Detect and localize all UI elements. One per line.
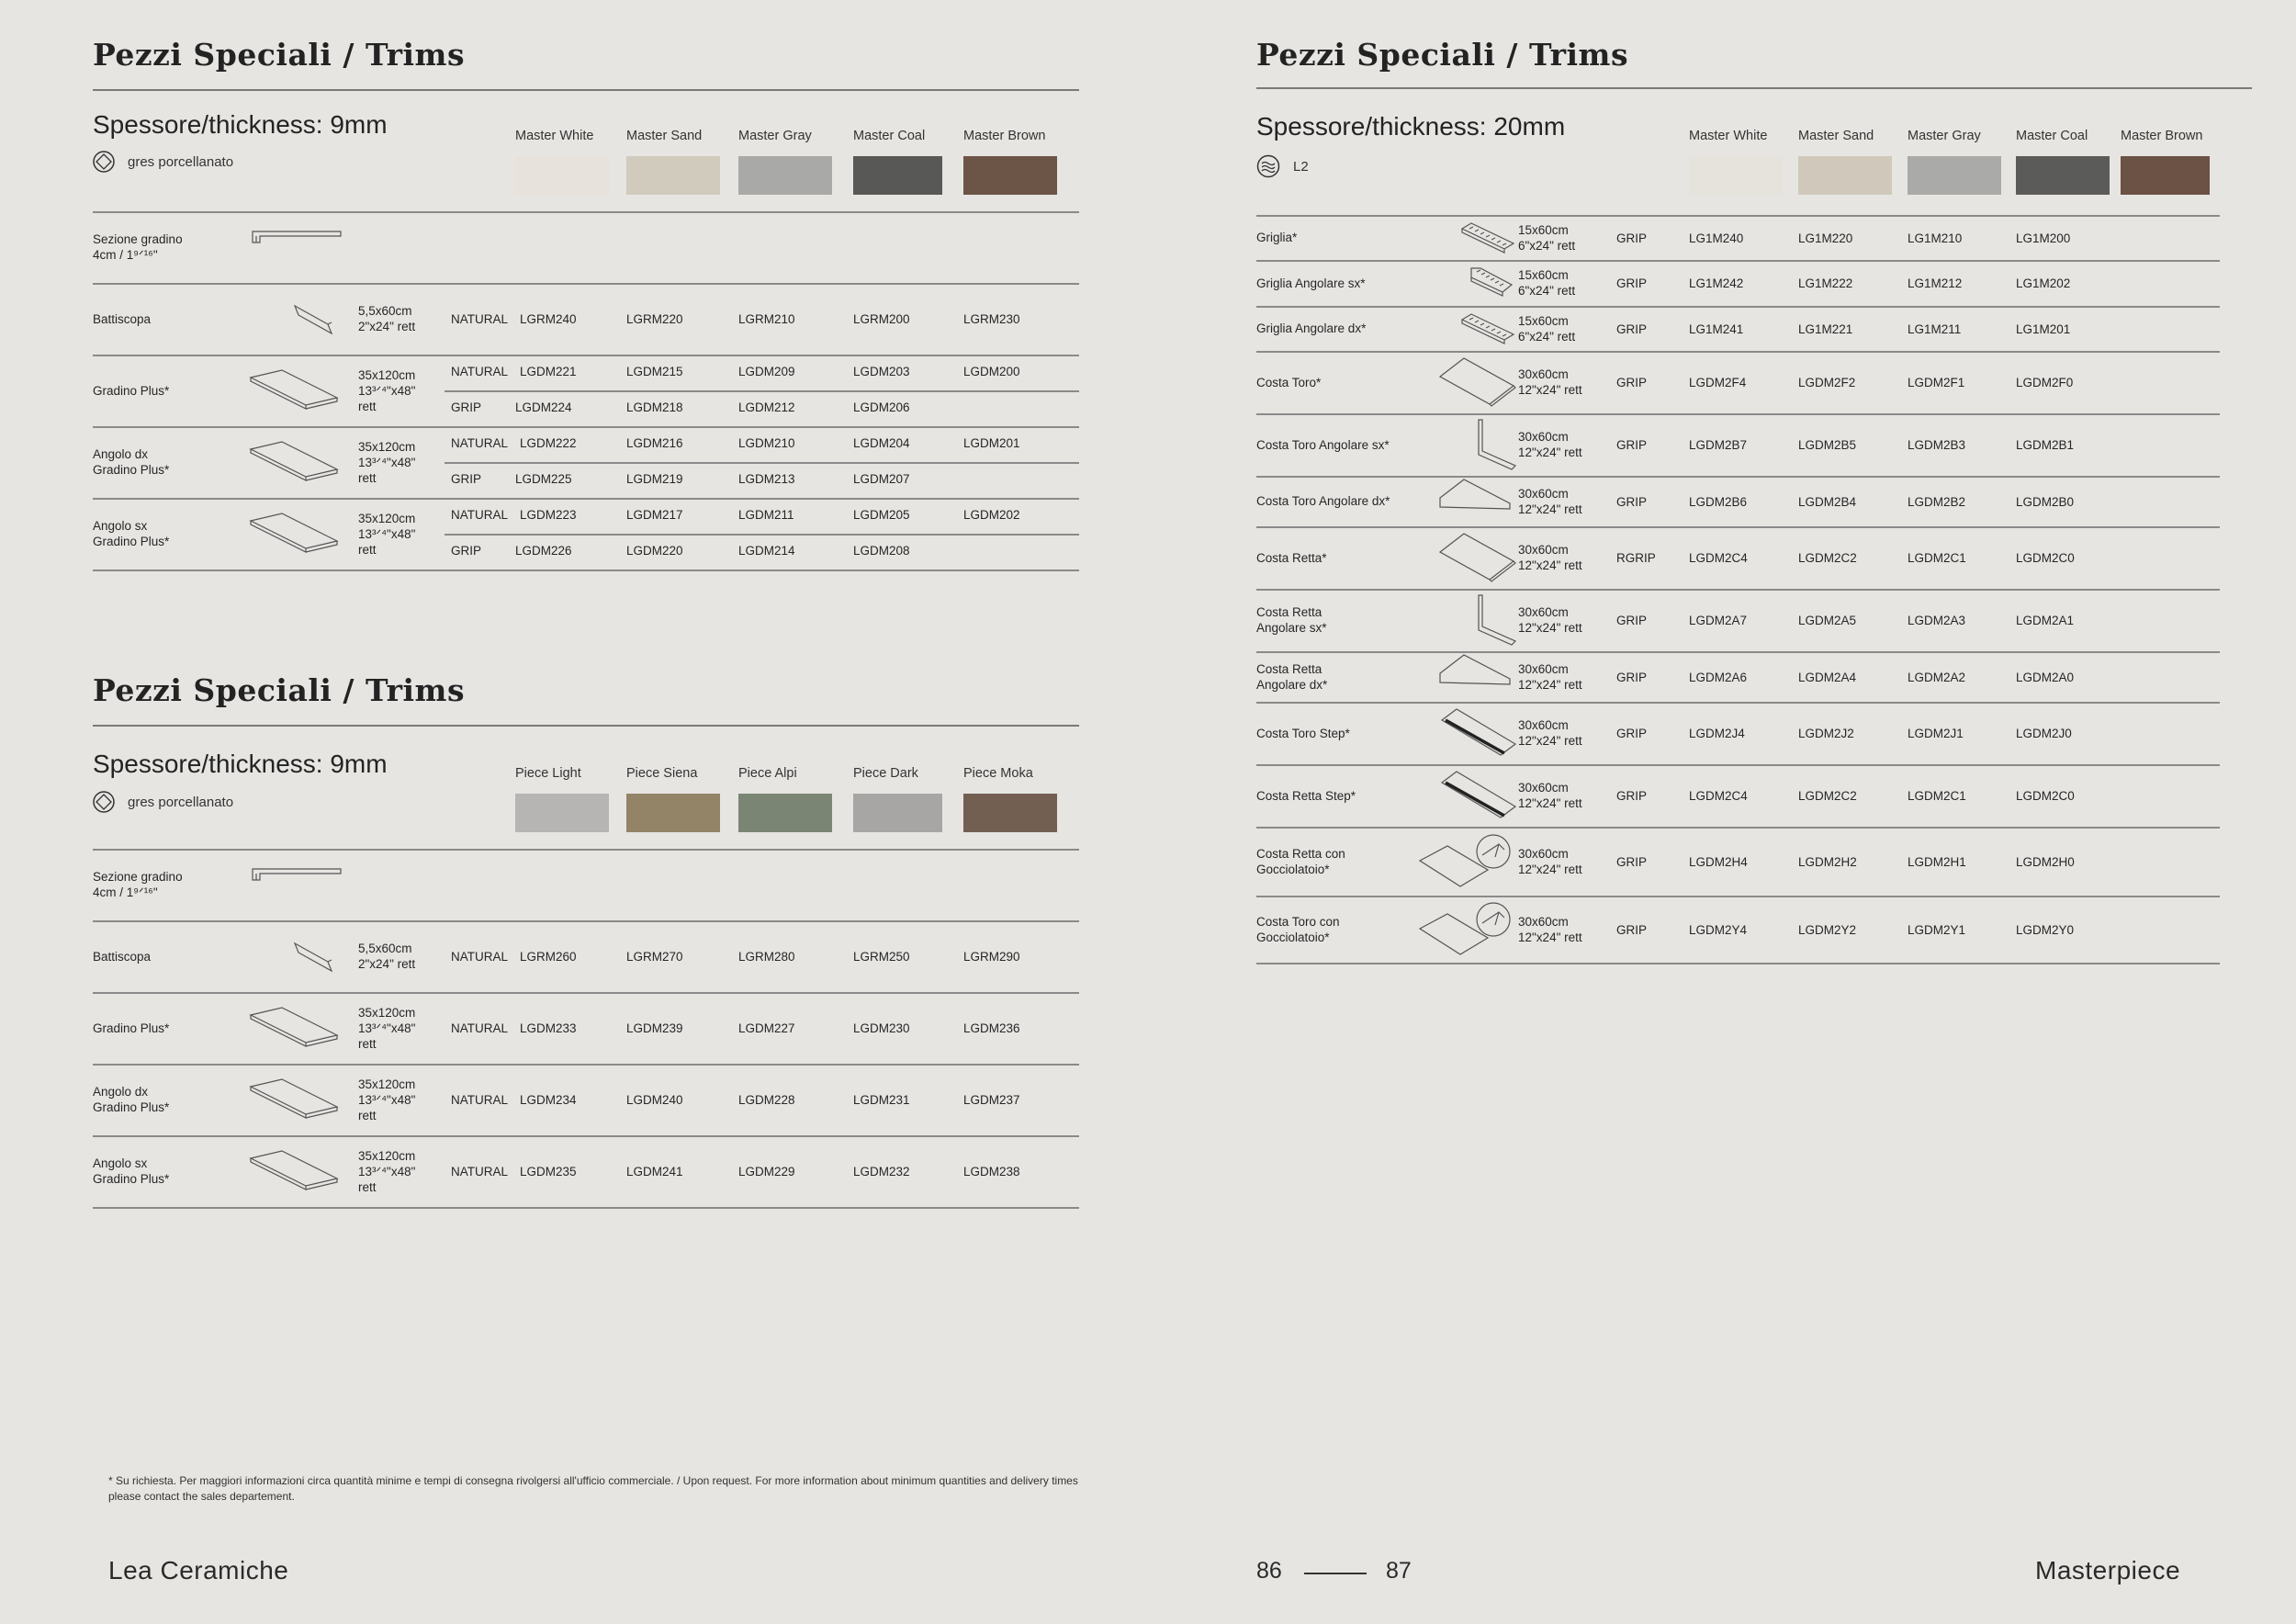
- product-code: LGDM2J1: [1908, 727, 1964, 740]
- step-section-drawing: [251, 865, 343, 884]
- row-divider: [93, 992, 1079, 994]
- product-code: LGDM220: [626, 544, 683, 558]
- trim-name: Griglia Angolare sx*: [1256, 276, 1366, 290]
- slab-drawing: [1438, 356, 1517, 408]
- color-header: Master Coal: [853, 129, 926, 143]
- title-divider: [93, 89, 1079, 91]
- product-code: LGDM232: [853, 1165, 910, 1179]
- row-divider: [93, 426, 1079, 428]
- color-swatch: [1908, 156, 2001, 195]
- product-code: LGDM2Y1: [1908, 922, 1966, 937]
- trim-size: 5,5x60cm 2"x24" rett: [358, 304, 416, 333]
- trim-size: 35x120cm 13³ᐟ⁴"x48" rett: [358, 1005, 416, 1051]
- finish-label: NATURAL: [451, 1093, 509, 1107]
- product-code: LGDM2B3: [1908, 438, 1966, 452]
- product-code: LGDM215: [626, 365, 683, 378]
- row-divider: [93, 1064, 1079, 1066]
- trim-size: 30x60cm 12"x24" rett: [1518, 914, 1582, 944]
- tread-drawing: [249, 1149, 341, 1193]
- product-code: LG1M240: [1689, 231, 1744, 245]
- trim-size: 15x60cm 6"x24" rett: [1518, 313, 1576, 344]
- material-text: L2: [1293, 158, 1309, 175]
- trim-size: 30x60cm 12"x24" rett: [1518, 661, 1582, 692]
- page-number-right: 87: [1386, 1558, 1412, 1584]
- row-divider: [1256, 306, 2220, 308]
- row-divider: [1256, 476, 2220, 478]
- color-swatch: [963, 156, 1057, 195]
- finish-label: GRIP: [451, 400, 482, 414]
- title-divider: [1256, 87, 2252, 89]
- color-header: Master Brown: [963, 129, 1046, 143]
- color-header: Master Gray: [738, 129, 812, 143]
- product-code: LGDM206: [853, 400, 910, 414]
- trim-size: 30x60cm 12"x24" rett: [1518, 543, 1582, 572]
- product-code: LGDM2B6: [1689, 494, 1748, 509]
- product-code: LGDM211: [738, 508, 794, 522]
- row-divider: [1256, 351, 2220, 353]
- row-divider: [1256, 651, 2220, 653]
- product-code: LGDM202: [963, 508, 1020, 522]
- color-header: Master Gray: [1908, 129, 1981, 143]
- slab-flat-drawing: [1438, 476, 1517, 527]
- product-code: LGDM239: [626, 1021, 683, 1035]
- product-code: LGDM228: [738, 1093, 795, 1107]
- trim-name: Griglia*: [1256, 231, 1298, 244]
- trim-name: Costa Toro Angolare dx*: [1256, 494, 1390, 508]
- row-divider: [1256, 764, 2220, 766]
- product-code: LGDM219: [626, 472, 683, 486]
- finish-label: GRIP: [1616, 614, 1648, 627]
- product-code: LGDM213: [738, 472, 795, 486]
- product-code: LGDM2C0: [2016, 789, 2075, 803]
- header-divider: [93, 849, 1079, 851]
- material-text: gres porcellanato: [128, 153, 234, 170]
- product-code: LGRM240: [520, 312, 577, 326]
- color-swatch: [738, 156, 832, 195]
- color-swatch: [515, 794, 609, 832]
- product-code: LGDM226: [515, 544, 572, 558]
- product-code: LG1M220: [1798, 231, 1853, 245]
- trim-name: Angolo sx Gradino Plus*: [93, 519, 170, 548]
- porcelain-icon: [93, 151, 115, 173]
- product-code: LGDM216: [626, 436, 683, 450]
- color-swatch: [738, 794, 832, 832]
- color-header: Master Brown: [2121, 129, 2203, 143]
- row-divider: [93, 920, 1079, 922]
- product-code: LGDM2J4: [1689, 727, 1745, 740]
- finish-label: GRIP: [1616, 494, 1648, 509]
- step-drawing: [1440, 770, 1519, 821]
- trim-name: Costa Retta Angolare sx*: [1256, 605, 1327, 635]
- color-swatch: [626, 794, 720, 832]
- finish-label: NATURAL: [451, 365, 509, 378]
- product-code: LGDM2A1: [2016, 614, 2075, 627]
- finish-label: GRIP: [1616, 727, 1648, 740]
- thickness-label: Spessore/thickness: 9mm: [93, 110, 388, 139]
- trim-name: Costa Retta Angolare dx*: [1256, 661, 1328, 692]
- product-code: LG1M241: [1689, 321, 1744, 336]
- tread-drawing: [249, 512, 341, 556]
- finish-label: GRIP: [1616, 276, 1648, 290]
- finish-divider: [445, 390, 1079, 392]
- color-header: Piece Alpi: [738, 766, 797, 781]
- product-code: LG1M201: [2016, 321, 2071, 336]
- product-code: LG1M200: [2016, 231, 2071, 245]
- color-header: Master Sand: [626, 129, 703, 143]
- brand-right: Masterpiece: [2035, 1556, 2181, 1585]
- product-code: LGDM204: [853, 436, 910, 450]
- trim-size: 35x120cm 13³ᐟ⁴"x48" rett: [358, 1077, 416, 1122]
- product-code: LGDM2A6: [1689, 670, 1748, 684]
- color-swatch: [515, 156, 609, 195]
- trim-size: 35x120cm 13³ᐟ⁴"x48" rett: [358, 367, 416, 413]
- product-code: LGRM250: [853, 950, 910, 964]
- product-code: LGDM201: [963, 436, 1020, 450]
- product-code: LGDM217: [626, 508, 683, 522]
- finish-label: GRIP: [451, 544, 482, 558]
- finish-label: NATURAL: [451, 1165, 509, 1179]
- product-code: LG1M221: [1798, 321, 1853, 336]
- trim-name: Costa Toro con Gocciolatoio*: [1256, 914, 1340, 944]
- color-swatch: [1798, 156, 1892, 195]
- product-code: LGDM2C1: [1908, 789, 1966, 803]
- skirting-drawing: [293, 940, 335, 975]
- product-code: LGDM203: [853, 365, 910, 378]
- drip-drawing: [1418, 833, 1514, 890]
- product-code: LGDM209: [738, 365, 795, 378]
- color-swatch: [853, 794, 942, 832]
- finish-label: NATURAL: [451, 436, 509, 450]
- product-code: LGRM210: [738, 312, 795, 326]
- finish-label: RGRIP: [1616, 551, 1656, 565]
- product-code: LG1M211: [1908, 321, 1962, 336]
- trim-name: Angolo dx Gradino Plus*: [93, 447, 170, 477]
- product-code: LGDM2F4: [1689, 376, 1747, 389]
- trim-size: 30x60cm 12"x24" rett: [1518, 605, 1582, 635]
- product-code: LGDM2C0: [2016, 551, 2075, 565]
- row-divider: [1256, 260, 2220, 262]
- color-swatch: [2121, 156, 2210, 195]
- product-code: LGDM227: [738, 1021, 795, 1035]
- product-code: LGDM2A3: [1908, 614, 1966, 627]
- product-code: LG1M210: [1908, 231, 1963, 245]
- product-code: LGDM2A2: [1908, 670, 1966, 684]
- color-swatch: [626, 156, 720, 195]
- finish-label: GRIP: [1616, 670, 1648, 684]
- product-code: LGRM260: [520, 950, 577, 964]
- product-code: LGDM225: [515, 472, 572, 486]
- finish-label: GRIP: [1616, 854, 1648, 869]
- product-code: LGDM208: [853, 544, 910, 558]
- footnote: * Su richiesta. Per maggiori informazioni circa quantità minime e tempi di consegna rivolgersi all'ufficio commerciale. / Upon request. For more information about minimum quantities and delivery times please contact the sales departement.: [108, 1474, 1078, 1503]
- left-top-section: [93, 37, 1079, 579]
- color-header: Piece Dark: [853, 766, 918, 781]
- product-code: LGDM2B0: [2016, 494, 2075, 509]
- product-code: LGDM230: [853, 1021, 910, 1035]
- color-swatch: [1689, 156, 1783, 195]
- product-code: LGDM2F1: [1908, 376, 1965, 389]
- finish-label: GRIP: [1616, 922, 1648, 937]
- product-code: LGRM270: [626, 950, 683, 964]
- product-code: LGDM2H4: [1689, 854, 1748, 869]
- section-title: Pezzi Speciali / Trims: [93, 37, 466, 73]
- drip-drawing: [1418, 901, 1514, 958]
- trim-size: 5,5x60cm 2"x24" rett: [358, 942, 416, 971]
- product-code: LGDM223: [520, 508, 577, 522]
- product-code: LGDM2J2: [1798, 727, 1854, 740]
- product-code: LGDM2B4: [1798, 494, 1857, 509]
- product-code: LGDM236: [963, 1021, 1020, 1035]
- finish-label: GRIP: [1616, 231, 1648, 245]
- trim-name: Gradino Plus*: [93, 383, 170, 398]
- color-header: Piece Light: [515, 766, 581, 781]
- product-code: LGDM221: [520, 365, 577, 378]
- tread-drawing: [249, 1006, 341, 1050]
- finish-label: GRIP: [1616, 789, 1648, 803]
- color-header: Master Coal: [2016, 129, 2088, 143]
- trim-size: 30x60cm 12"x24" rett: [1518, 430, 1582, 459]
- product-code: LG1M222: [1798, 276, 1853, 290]
- product-code: LGRM220: [626, 312, 683, 326]
- color-header: Master Sand: [1798, 129, 1874, 143]
- product-code: LGDM234: [520, 1093, 577, 1107]
- finish-label: NATURAL: [451, 508, 509, 522]
- tread-drawing: [249, 368, 341, 412]
- product-code: LGDM2H2: [1798, 854, 1857, 869]
- step-drawing: [1440, 707, 1519, 759]
- product-code: LGDM2B1: [2016, 438, 2075, 452]
- material-text: gres porcellanato: [128, 794, 234, 810]
- product-code: LG1M212: [1908, 276, 1963, 290]
- row-divider: [93, 498, 1079, 500]
- row-divider: [1256, 896, 2220, 897]
- product-code: LGRM280: [738, 950, 795, 964]
- trim-name: Angolo sx Gradino Plus*: [93, 1156, 170, 1186]
- thickness-label: Spessore/thickness: 9mm: [93, 750, 388, 778]
- product-code: LGDM224: [515, 400, 572, 414]
- grate-drawing: [1460, 312, 1515, 345]
- right-section: [1256, 37, 2252, 974]
- product-code: LGDM2A7: [1689, 614, 1748, 627]
- product-code: LGDM2A0: [2016, 670, 2075, 684]
- trim-name: Angolo dx Gradino Plus*: [93, 1085, 170, 1114]
- thickness-label: Spessore/thickness: 20mm: [1256, 112, 1566, 141]
- finish-divider: [445, 462, 1079, 464]
- material-label: [93, 791, 233, 813]
- trim-size: 15x60cm 6"x24" rett: [1518, 268, 1576, 298]
- color-header: Piece Siena: [626, 766, 698, 781]
- product-code: LGRM230: [963, 312, 1020, 326]
- section-title: Pezzi Speciali / Trims: [93, 672, 466, 708]
- trim-size: 35x120cm 13³ᐟ⁴"x48" rett: [358, 439, 416, 485]
- trim-size: 30x60cm 12"x24" rett: [1518, 367, 1582, 397]
- porcelain-icon: [93, 791, 115, 813]
- trim-size: 35x120cm 13³ᐟ⁴"x48" rett: [358, 511, 416, 557]
- product-code: LGDM2A4: [1798, 670, 1857, 684]
- trim-size: 30x60cm 12"x24" rett: [1518, 846, 1582, 876]
- brand-left: Lea Ceramiche: [108, 1556, 289, 1585]
- product-code: LGDM200: [963, 365, 1020, 378]
- trim-name: Costa Toro*: [1256, 375, 1322, 389]
- color-swatch: [963, 794, 1057, 832]
- row-divider: [1256, 702, 2220, 704]
- grate-drawing: [1460, 221, 1515, 254]
- trim-size: 30x60cm 12"x24" rett: [1518, 718, 1582, 748]
- trim-size: 30x60cm 12"x24" rett: [1518, 486, 1582, 516]
- product-code: LGDM214: [738, 544, 795, 558]
- finish-label: NATURAL: [451, 1021, 509, 1035]
- l2-icon: [1256, 154, 1280, 178]
- trim-name: Costa Retta*: [1256, 550, 1327, 565]
- product-code: LGDM2B7: [1689, 438, 1748, 452]
- product-code: LGDM231: [853, 1093, 910, 1107]
- product-code: LGDM235: [520, 1165, 577, 1179]
- finish-label: GRIP: [1616, 321, 1648, 336]
- product-code: LGDM2F2: [1798, 376, 1856, 389]
- header-divider: [1256, 215, 2220, 217]
- product-code: LGRM290: [963, 950, 1020, 964]
- product-code: LGDM2C4: [1689, 551, 1748, 565]
- color-swatch: [853, 156, 942, 195]
- product-code: LGDM233: [520, 1021, 577, 1035]
- row-divider: [1256, 963, 2220, 964]
- corner-drawing: [1458, 418, 1517, 471]
- product-code: LGRM200: [853, 312, 910, 326]
- product-code: LGDM2H0: [2016, 854, 2075, 869]
- product-code: LGDM218: [626, 400, 683, 414]
- skirting-drawing: [293, 302, 335, 337]
- header-divider: [93, 211, 1079, 213]
- product-code: LGDM2C1: [1908, 551, 1966, 565]
- material-label: [1256, 154, 1309, 178]
- product-code: LGDM2A5: [1798, 614, 1857, 627]
- step-section-drawing: [251, 228, 343, 246]
- color-header: Master White: [1689, 129, 1768, 143]
- product-code: LGDM2Y2: [1798, 922, 1857, 937]
- product-code: LGDM2B2: [1908, 494, 1966, 509]
- trim-name: Costa Retta con Gocciolatoio*: [1256, 846, 1345, 876]
- product-code: LGDM2C4: [1689, 789, 1748, 803]
- trim-name: Sezione gradino 4cm / 1⁹ᐟ¹⁶": [93, 870, 183, 899]
- trim-size: 30x60cm 12"x24" rett: [1518, 781, 1582, 810]
- row-divider: [93, 1207, 1079, 1209]
- trim-name: Sezione gradino 4cm / 1⁹ᐟ¹⁶": [93, 232, 183, 262]
- finish-divider: [445, 534, 1079, 536]
- product-code: LGDM212: [738, 400, 795, 414]
- title-divider: [93, 725, 1079, 727]
- finish-label: GRIP: [451, 472, 482, 486]
- row-divider: [93, 1135, 1079, 1137]
- product-code: LGDM222: [520, 436, 577, 450]
- product-code: LGDM2C2: [1798, 789, 1857, 803]
- trim-name: Griglia Angolare dx*: [1256, 321, 1367, 335]
- product-code: LGDM2C2: [1798, 551, 1857, 565]
- trim-size: 15x60cm 6"x24" rett: [1518, 222, 1576, 253]
- product-code: LGDM205: [853, 508, 910, 522]
- grate-corner-drawing: [1460, 266, 1515, 299]
- product-code: LGDM2F0: [2016, 376, 2074, 389]
- row-divider: [1256, 526, 2220, 528]
- row-divider: [1256, 827, 2220, 829]
- row-divider: [93, 283, 1079, 285]
- left-bottom-section: [93, 672, 1079, 1214]
- product-code: LGDM229: [738, 1165, 795, 1179]
- product-code: LG1M202: [2016, 276, 2071, 290]
- slab-drawing: [1438, 532, 1517, 583]
- row-divider: [93, 570, 1079, 571]
- section-title: Pezzi Speciali / Trims: [1256, 37, 1629, 73]
- trim-name: Gradino Plus*: [93, 1021, 170, 1035]
- product-code: LGDM207: [853, 472, 910, 486]
- product-code: LGDM2Y0: [2016, 922, 2075, 937]
- product-code: LG1M242: [1689, 276, 1744, 290]
- slab-flat-drawing: [1438, 651, 1517, 703]
- finish-label: GRIP: [1616, 438, 1648, 452]
- color-swatch: [2016, 156, 2110, 195]
- page-number-left: 86: [1256, 1558, 1282, 1584]
- product-code: LGDM238: [963, 1165, 1020, 1179]
- product-code: LGDM241: [626, 1165, 683, 1179]
- corner-drawing: [1458, 593, 1517, 647]
- finish-label: GRIP: [1616, 376, 1648, 389]
- trim-name: Costa Retta Step*: [1256, 788, 1356, 803]
- tread-drawing: [249, 1077, 341, 1122]
- trim-name: Costa Toro Step*: [1256, 726, 1350, 740]
- row-divider: [93, 355, 1079, 356]
- tread-drawing: [249, 440, 341, 484]
- product-code: LGDM237: [963, 1093, 1020, 1107]
- finish-label: NATURAL: [451, 312, 509, 326]
- product-code: LGDM210: [738, 436, 795, 450]
- trim-name: Battiscopa: [93, 311, 152, 326]
- product-code: LGDM2B5: [1798, 438, 1857, 452]
- color-header: Master White: [515, 129, 594, 143]
- product-code: LGDM2J0: [2016, 727, 2072, 740]
- row-divider: [1256, 589, 2220, 591]
- trim-size: 35x120cm 13³ᐟ⁴"x48" rett: [358, 1148, 416, 1194]
- product-code: LGDM2Y4: [1689, 922, 1748, 937]
- material-label: [93, 151, 233, 173]
- trim-name: Costa Toro Angolare sx*: [1256, 437, 1390, 452]
- trim-name: Battiscopa: [93, 949, 152, 964]
- finish-label: NATURAL: [451, 950, 509, 964]
- color-header: Piece Moka: [963, 766, 1033, 781]
- page-divider-line: [1304, 1573, 1367, 1574]
- product-code: LGDM240: [626, 1093, 683, 1107]
- product-code: LGDM2H1: [1908, 854, 1966, 869]
- row-divider: [1256, 413, 2220, 415]
